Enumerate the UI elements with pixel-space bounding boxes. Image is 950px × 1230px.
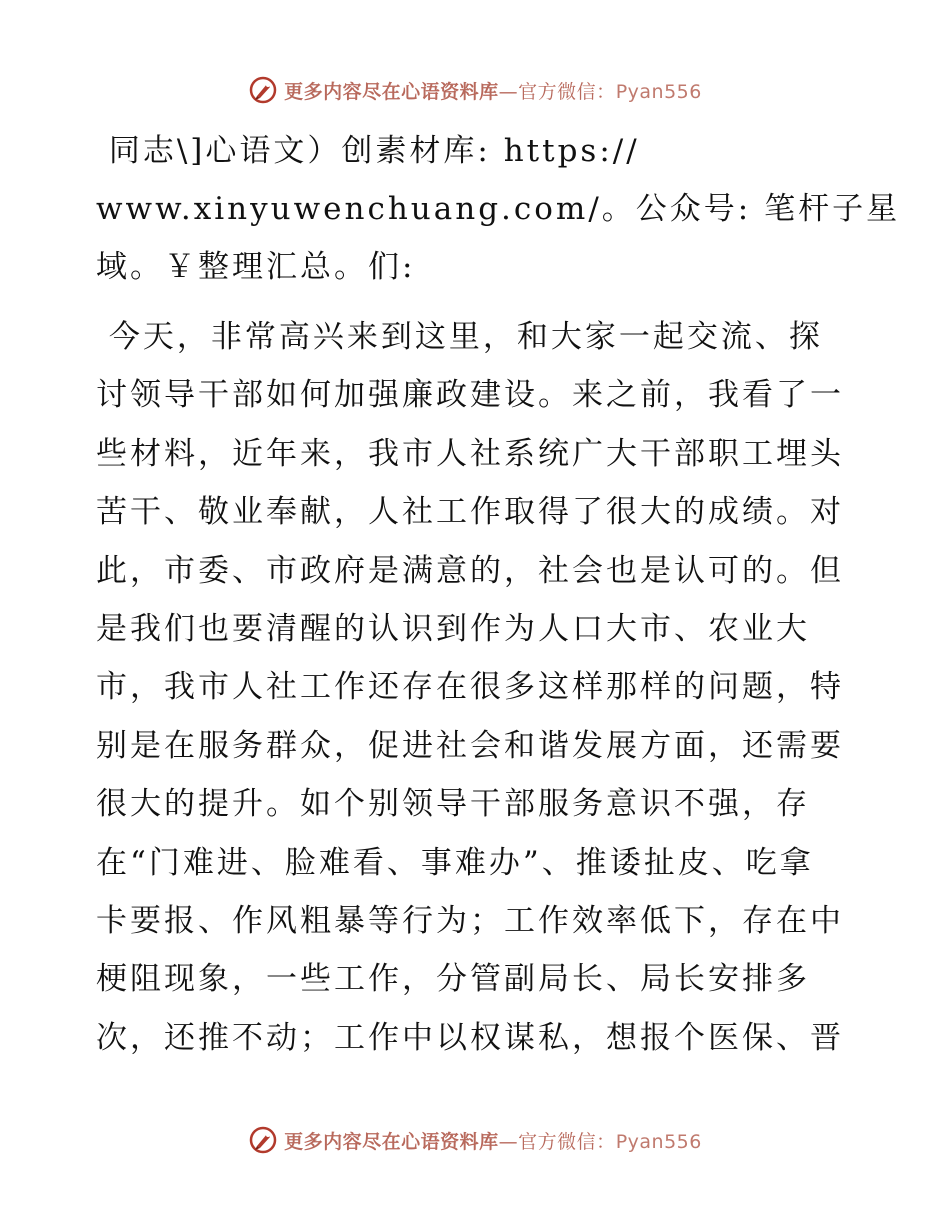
text-line: 市，我市人社工作还存在很多这样那样的问题，特 <box>96 669 844 706</box>
banner-title: 更多内容尽在心语资料库 <box>284 1130 499 1153</box>
banner-separator: — <box>498 80 519 103</box>
text-line: 卡要报、作风粗暴等行为；工作效率低下，存在中 <box>96 902 844 939</box>
text-line: 在“门难进、脸难看、事难办”、推诿扯皮、吃拿 <box>96 844 814 881</box>
text-line: 此，市委、市政府是满意的，社会也是认可的。但 <box>96 552 844 589</box>
text-line: 些材料，近年来，我市人社系统广大干部职工埋头 <box>96 435 844 472</box>
banner-wechat-label: 官方微信： <box>518 80 616 103</box>
text-line: 梗阻现象，一些工作，分管副局长、局长安排多 <box>96 961 810 998</box>
text-line: 同志\]心语文）创素材库: https:// <box>96 133 640 169</box>
banner-text <box>284 1127 702 1154</box>
pen-nib-logo-icon <box>248 75 278 105</box>
text-line: 苦干、敬业奉献，人社工作取得了很大的成绩。对 <box>96 494 844 531</box>
text-line: 今天，非常高兴来到这里，和大家一起交流、探 <box>96 319 823 355</box>
pen-nib-logo-icon <box>248 1125 278 1155</box>
text-line: 讨领导干部如何加强廉政建设。来之前，我看了一 <box>96 377 844 414</box>
paragraph-1 <box>96 122 901 296</box>
paragraph-2 <box>96 308 866 1067</box>
text-line: 是我们也要清醒的认识到作为人口大市、农业大 <box>96 610 810 647</box>
text-line: 很大的提升。如个别领导干部服务意识不强，存 <box>96 786 810 823</box>
banner-wechat-id: Pyan556 <box>615 80 702 103</box>
header-banner <box>0 70 950 110</box>
footer-banner <box>0 1120 950 1160</box>
document-body <box>96 122 901 1067</box>
text-line: 别是在服务群众，促进社会和谐发展方面，还需要 <box>96 727 844 764</box>
text-line: www.xinyuwenchuang.com/。公众号: 笔杆子星 <box>96 191 901 227</box>
banner-wechat-id: Pyan556 <box>615 1130 702 1153</box>
banner-title: 更多内容尽在心语资料库 <box>284 80 499 103</box>
text-line: 域。￥整理汇总。们: <box>96 249 416 285</box>
banner-text <box>284 77 702 104</box>
banner-separator: — <box>498 1130 519 1153</box>
text-line: 次，还推不动；工作中以权谋私，想报个医保、晋 <box>96 1019 844 1056</box>
banner-wechat-label: 官方微信： <box>518 1130 616 1153</box>
